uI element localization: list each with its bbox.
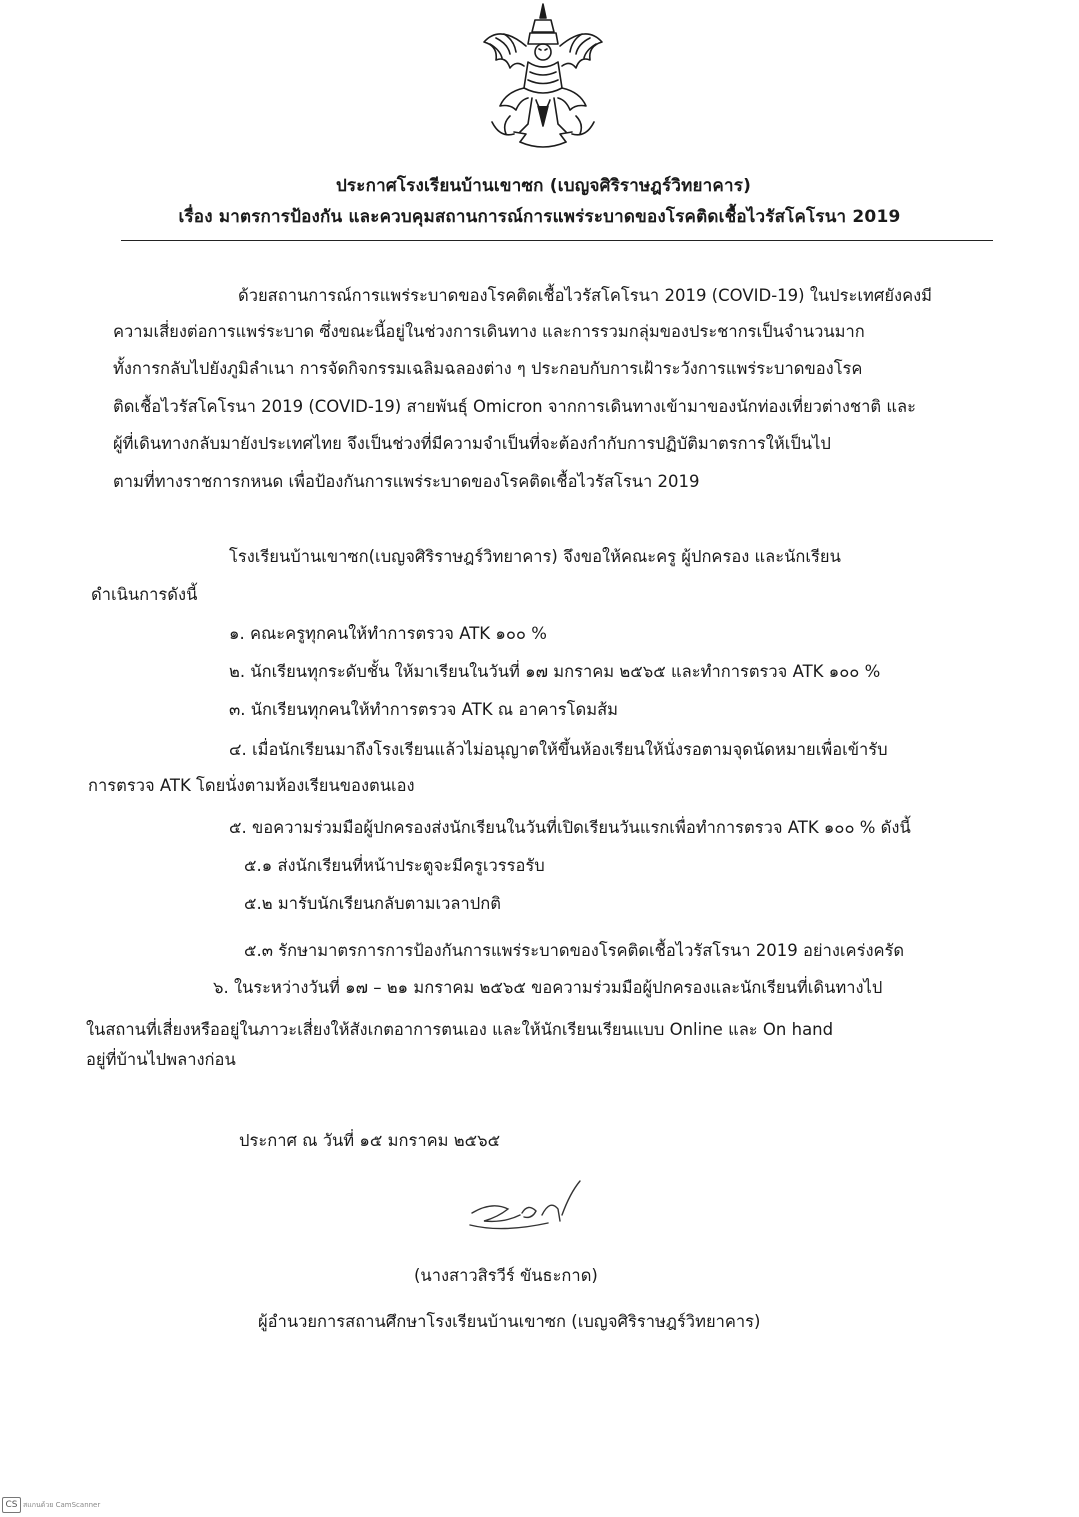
list-item: ในสถานที่เสี่ยงหรืออยู่ในภาวะเสี่ยงให้สังเกตอาการตนเอง และให้นักเรียนเรียนแบบ Online และ On hand bbox=[86, 1020, 834, 1039]
garuda-emblem-icon bbox=[480, 2, 606, 154]
list-item: ๕.๒ มารับนักเรียนกลับตามเวลาปกติ bbox=[244, 894, 501, 913]
request-line: ดำเนินการดังนี้ bbox=[91, 585, 198, 604]
list-item: ๖. ในระหว่างวันที่ ๑๗ – ๒๑ มกราคม ๒๕๖๕ ขอความร่วมมือผู้ปกครองและนักเรียนที่เดินทางไป bbox=[213, 978, 883, 997]
request-line: โรงเรียนบ้านเขาซก(เบญจศิริราษฎร์วิทยาคาร) จึงขอให้คณะครู ผู้ปกครอง และนักเรียน bbox=[229, 547, 841, 566]
list-item: ๕.๑ ส่งนักเรียนที่หน้าประตูจะมีครูเวรรอรับ bbox=[244, 856, 545, 875]
announcement-title: ประกาศโรงเรียนบ้านเขาซก (เบญจศิริราษฎร์วิทยาคาร) bbox=[335, 176, 752, 196]
announce-date: ประกาศ ณ วันที่ ๑๕ มกราคม ๒๕๖๕ bbox=[239, 1131, 501, 1150]
list-item: ๓. นักเรียนทุกคนให้ทำการตรวจ ATK ณ อาคารโดมส้ม bbox=[229, 700, 619, 719]
announcement-subject: เรื่อง มาตรการป้องกัน และควบคุมสถานการณ์การแพร่ระบาดของโรคติดเชื้อไวรัสโคโรนา 2019 bbox=[178, 207, 901, 227]
signer-name: (นางสาวสิรวีร์ ขันธะกาด) bbox=[414, 1266, 598, 1285]
list-item: อยู่ที่บ้านไปพลางก่อน bbox=[86, 1050, 236, 1069]
camscanner-icon: CS bbox=[2, 1497, 21, 1513]
camscanner-label: สแกนด้วย CamScanner bbox=[23, 1501, 101, 1509]
list-item: ๕. ขอความร่วมมือผู้ปกครองส่งนักเรียนในวันที่เปิดเรียนวันแรกเพื่อทำการตรวจ ATK ๑๐๐ % ดังนี้ bbox=[229, 818, 911, 837]
intro-line: ความเสี่ยงต่อการแพร่ระบาด ซึ่งขณะนี้อยู่ในช่วงการเดินทาง และการรวมกลุ่มของประชากรเป็นจำนวนมาก bbox=[113, 322, 865, 341]
list-item: ๑. คณะครูทุกคนให้ทำการตรวจ ATK ๑๐๐ % bbox=[229, 624, 547, 643]
intro-line: ตามที่ทางราชการกหนด เพื่อป้องกันการแพร่ระบาดของโรคติดเชื้อไวรัสโรนา 2019 bbox=[113, 472, 700, 491]
list-item: การตรวจ ATK โดยนั่งตามห้องเรียนของตนเอง bbox=[88, 776, 415, 795]
signer-position: ผู้อำนวยการสถานศึกษาโรงเรียนบ้านเขาซก (เบญจศิริราษฎร์วิทยาคาร) bbox=[258, 1312, 761, 1331]
intro-line: ผู้ที่เดินทางกลับมายังประเทศไทย จึงเป็นช่วงที่มีความจำเป็นที่จะต้องกำกับการปฏิบัติมาตรการให้เป็นไป bbox=[113, 434, 831, 453]
header-divider bbox=[121, 240, 993, 241]
intro-line: ติดเชื้อไวรัสโคโรนา 2019 (COVID-19) สายพันธุ์ Omicron จากการเดินทางเข้ามาของนักท่องเที่ยวต่างชาติ และ bbox=[113, 397, 916, 416]
list-item: ๒. นักเรียนทุกระดับชั้น ให้มาเรียนในวันที่ ๑๗ มกราคม ๒๕๖๕ และทำการตรวจ ATK ๑๐๐ % bbox=[229, 662, 881, 681]
intro-line: ทั้งการกลับไปยังภูมิลำเนา การจัดกิจกรรมเฉลิมฉลองต่าง ๆ ประกอบกับการเฝ้าระวังการแพร่ระบาดของโรค bbox=[113, 359, 863, 378]
list-item: ๕.๓ รักษามาตรการการป้องกันการแพร่ระบาดของโรคติดเชื้อไวรัสโรนา 2019 อย่างเคร่งครัด bbox=[244, 941, 905, 960]
signature bbox=[462, 1175, 594, 1245]
list-item: ๔. เมื่อนักเรียนมาถึงโรงเรียนแล้วไม่อนุญาตให้ขึ้นห้องเรียนให้นั่งรอตามจุดนัดหมายเพื่อเข้ารับ bbox=[229, 740, 888, 759]
intro-line: ด้วยสถานการณ์การแพร่ระบาดของโรคติดเชื้อไวรัสโคโรนา 2019 (COVID-19) ในประเทศยังคงมี bbox=[238, 286, 933, 305]
